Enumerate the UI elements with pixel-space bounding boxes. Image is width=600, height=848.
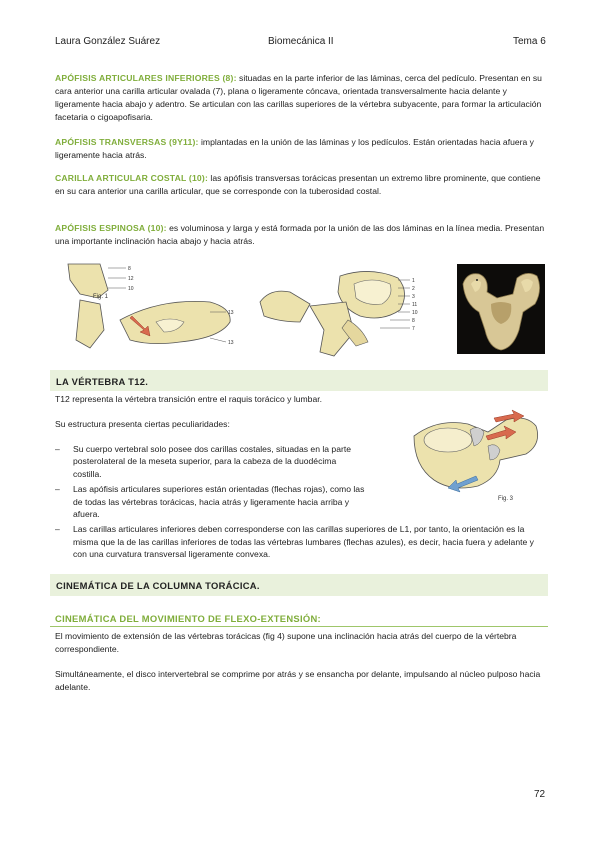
subsection-divider [50, 626, 548, 627]
t12-intro: T12 representa la vértebra transición entre el raquis torácico y lumbar. [55, 394, 323, 404]
section-t12-title: LA VÉRTEBRA T12. [56, 376, 149, 387]
cinematica-paragraph-2: Simultáneamente, el disco intervertebral se comprime por atrás y se ensancha por delante, impulsando al núcleo pulposo hacia adelante. [55, 669, 541, 692]
cinematica-paragraph-1: El movimiento de extensión de las vértebras torácicas (fig 4) supone una inclinación hacia atrás del cuerpo de la vértebra correspondiente. [55, 631, 517, 654]
fig2-number: 7 [412, 326, 415, 332]
vertebra-photo [457, 264, 545, 354]
fig2-number: 8 [412, 318, 415, 324]
page-number: 72 [534, 789, 546, 800]
header-topic: Tema 6 [513, 36, 546, 47]
para-apofisis-espinosa: APÓFISIS ESPINOSA (10): es voluminosa y larga y está formada por la unión de las dos láminas en la línea media. Presentan una importante inclinación hacia abajo y hacia atrás. [55, 223, 545, 246]
para-apofisis-inferiores: APÓFISIS ARTICULARES INFERIORES (8): situadas en la parte inferior de las láminas, cerca del pedículo. Presentan en su cara anterior una carilla articular ovalada (7), plana o ligeramente cóncava, orientada transversalmente hacia delante y ligeramente hacia abajo y adentro. Se articulan con las carillas superiores de la vértebra subyacente, para formar la articulación facetaria o cigoapofisaria. [55, 73, 542, 122]
section-t12-header [50, 370, 548, 391]
figure-3-t12-drawing [408, 406, 548, 506]
fig2-number: 1 [412, 278, 415, 284]
para-apofisis-transversas: APÓFISIS TRANSVERSAS (9Y11): implantadas en la unión de las láminas y los pedículos. Están orientadas hacia afuera y ligeramente hacia atrás. [55, 137, 534, 160]
header-author: Laura González Suárez [55, 36, 161, 47]
fig1-number: 12 [128, 276, 134, 282]
fig3-title: Fig. 3 [498, 496, 514, 502]
fig1-number: 13 [228, 310, 234, 316]
fig2-number: 11 [412, 302, 418, 308]
fig2-number: 10 [412, 310, 418, 316]
figure-1-vertebra-drawing [60, 260, 250, 360]
fig1-number: 10 [128, 286, 134, 292]
fig1-number: 13 [228, 340, 234, 346]
list-item: – Su cuerpo vertebral solo posee dos carillas costales, situadas en la parte posterolateral de la meseta superior, para la cabeza de la duodécima costilla. [55, 443, 367, 480]
t12-intro-2: Su estructura presenta ciertas peculiaridades: [55, 419, 230, 429]
section-cinematica-title: CINEMÁTICA DE LA COLUMNA TORÁCICA. [56, 580, 260, 591]
fig2-number: 3 [412, 294, 415, 300]
para-carilla-costal: CARILLA ARTICULAR COSTAL (10): las apófisis transversas torácicas presentan un extremo libre prominente, que contiene en su cara anterior una carilla articular, que se corresponde con la tuberosidad costal. [55, 173, 541, 196]
fig1-number: 8 [128, 266, 131, 272]
section-cinematica-header [50, 574, 548, 596]
list-item: – Las apófisis articulares superiores están orientadas (flechas rojas), como las de todas las vértebras torácicas, hacia atrás y ligeramente hacia arriba y afuera. [55, 483, 367, 520]
figure-2-vertebra-drawing [250, 262, 425, 360]
fig2-number: 2 [412, 286, 415, 292]
list-item: – Las carillas articulares inferiores deben corresponderse con las carillas superiores de L1, por tanto, la orientación es la misma que la de las carillas inferiores de todas las vértebras lumbares (flechas azules), es decir, hacia fuera y adelante y con una curvatura transversal ligeramente convexa. [55, 523, 547, 560]
fig1-title: Fig. 1 [93, 294, 109, 300]
header-course: Biomecánica II [268, 36, 334, 47]
subsection-flexo-extension-title: CINEMÁTICA DEL MOVIMIENTO DE FLEXO-EXTENSIÓN: [55, 613, 321, 624]
